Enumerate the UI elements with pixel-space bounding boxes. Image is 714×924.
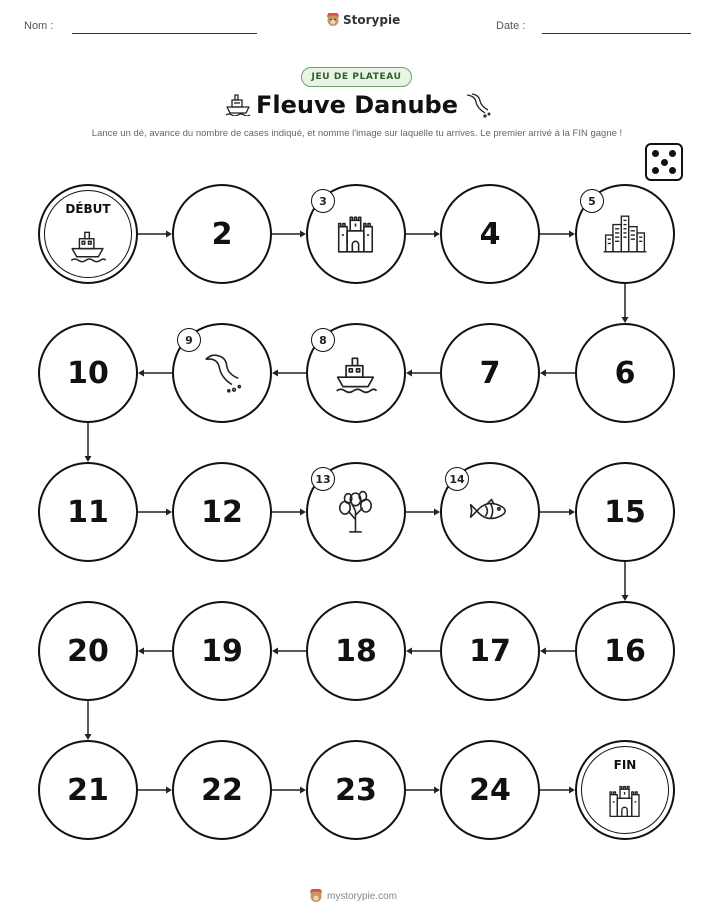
arrow-head: [540, 370, 546, 377]
space-number: 6: [614, 355, 636, 391]
board-space-10: [38, 323, 138, 423]
arrow-head: [138, 648, 144, 655]
space-number: 2: [211, 216, 233, 252]
space-number: 4: [479, 216, 501, 252]
space-number: 16: [604, 633, 646, 669]
space-number: 19: [201, 633, 243, 669]
space-number: 7: [479, 355, 501, 391]
board-space-5: [575, 184, 675, 284]
board-space-8: [306, 323, 406, 423]
space-number-badge: 14: [445, 467, 469, 491]
start-space: [38, 184, 138, 284]
boat-icon: [334, 351, 378, 395]
board-space-4: [440, 184, 540, 284]
castle-icon: [606, 782, 644, 820]
board-space-3: [306, 184, 406, 284]
category-badge: JEU DE PLATEAU: [301, 67, 412, 87]
space-number: 12: [201, 494, 243, 530]
arrow-head: [406, 370, 412, 377]
arrow-head: [138, 370, 144, 377]
board-space-22: [172, 740, 272, 840]
space-number: 23: [335, 772, 377, 808]
board-space-23: [306, 740, 406, 840]
board-space-14: [440, 462, 540, 562]
space-number: 20: [67, 633, 109, 669]
arrow-head: [406, 648, 412, 655]
space-number-badge: 13: [311, 467, 335, 491]
board-space-7: [440, 323, 540, 423]
castle-icon: [334, 212, 378, 256]
board-space-6: [575, 323, 675, 423]
arrow-head: [540, 648, 546, 655]
space-number: 15: [604, 494, 646, 530]
space-number: 21: [67, 772, 109, 808]
board-space-21: [38, 740, 138, 840]
instructions: Lance un dé, avance du nombre de cases indiqué, et nomme l'image sur laquelle tu arrives. Le premier arrivé à la FIN gagne !: [91, 128, 623, 139]
board-space-12: [172, 462, 272, 562]
board-space-20: [38, 601, 138, 701]
space-number: 24: [469, 772, 511, 808]
fish-icon: [468, 490, 512, 534]
space-number-badge: 3: [311, 189, 335, 213]
finish-label: FIN: [613, 758, 637, 772]
board-space-2: [172, 184, 272, 284]
space-number-badge: 9: [177, 328, 201, 352]
board-space-16: [575, 601, 675, 701]
boat-icon: [69, 226, 107, 264]
date-label: Date :: [496, 20, 526, 32]
name-label: Nom :: [24, 20, 54, 32]
space-number: 11: [67, 494, 109, 530]
board-space-19: [172, 601, 272, 701]
board-space-15: [575, 462, 675, 562]
bear-icon: [309, 889, 323, 903]
space-number: 22: [201, 772, 243, 808]
board-space-9: [172, 323, 272, 423]
city-icon: [603, 212, 647, 256]
page-title: Fleuve Danube: [255, 91, 458, 119]
footer: [309, 889, 397, 903]
board-space-11: [38, 462, 138, 562]
board-space-24: [440, 740, 540, 840]
space-number-badge: 5: [580, 189, 604, 213]
board-space-17: [440, 601, 540, 701]
brand-name: Storypie: [343, 13, 401, 27]
board-space-13: [306, 462, 406, 562]
arrow-head: [272, 648, 278, 655]
finish-space: [575, 740, 675, 840]
arrow-head: [272, 370, 278, 377]
space-number: 18: [335, 633, 377, 669]
space-number-badge: 8: [311, 328, 335, 352]
footer-url: mystorypie.com: [327, 890, 398, 902]
space-number: 10: [67, 355, 109, 391]
space-number: 17: [469, 633, 511, 669]
start-label: DÉBUT: [65, 202, 111, 216]
board-space-18: [306, 601, 406, 701]
tree-icon: [334, 490, 378, 534]
river-icon: [200, 351, 244, 395]
